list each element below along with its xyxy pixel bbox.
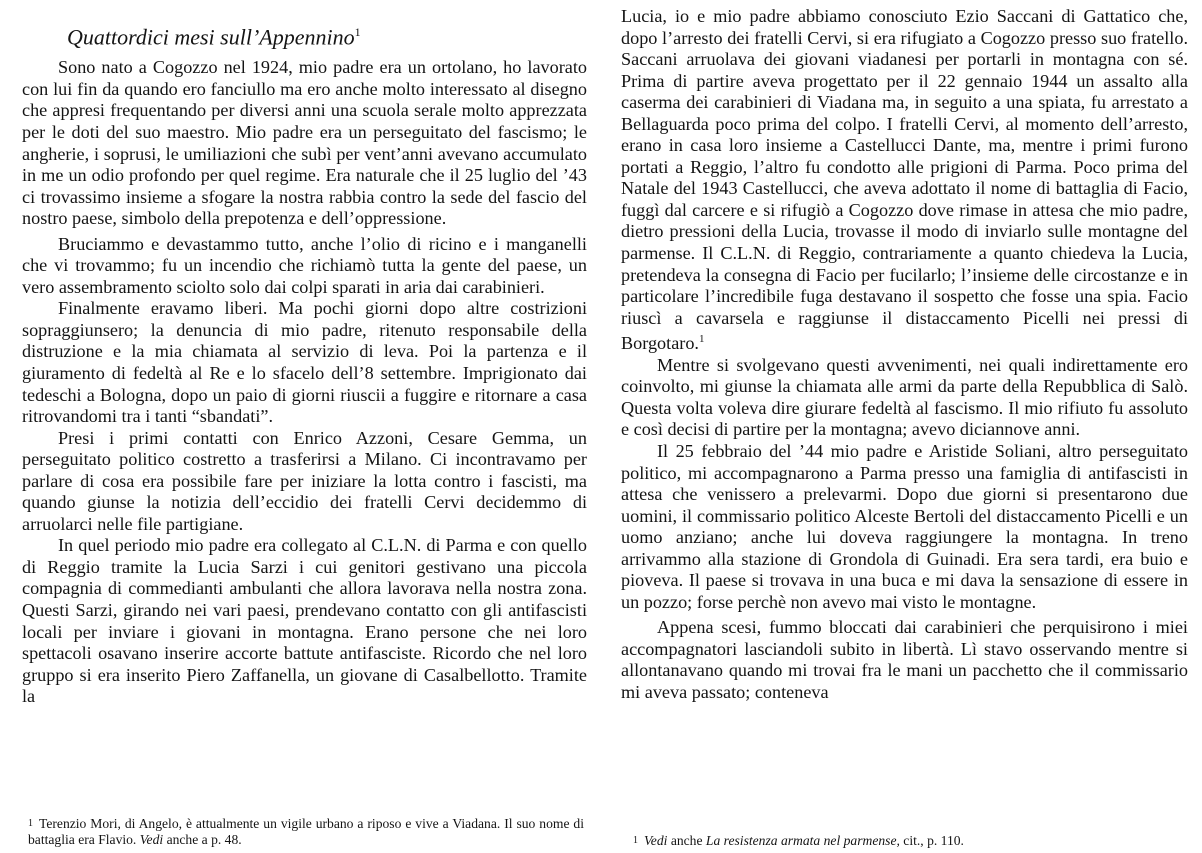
footnote-vedi: Vedi bbox=[644, 833, 668, 848]
paragraph: Mentre si svolgevano questi avvenimenti, nei quali indirettamente ero coinvolto, mi giunse la chiamata alle armi da parte della Repubblica di Salò. Questa volta voleva dire giurare fedeltà al fascismo. Il mio rifiuto fu assoluto e così decisi di partire per la montagna; avevo diciannove anni. bbox=[621, 354, 1188, 440]
paragraph: Il 25 febbraio del ’44 mio padre e Aristide Soliani, altro perseguitato politico, mi accompagnarono a Parma presso una famiglia di antifascisti in attesa che venissero a prelevarmi. Dopo due giorni si presentarono due uomini, il commissario politico Alceste Bertoli del distaccamento Picelli e un uomo anziano; anche lui doveva raggiungere la montagna. In treno arrivammo alla stazione di Grondola di Guinadi. Era sera tardi, era buio e pioveva. Il paese si trovava in una buca e mi dava la sensazione di essere in un pozzo; forse perchè non avevo mai visto le montagne. bbox=[621, 441, 1188, 612]
footnote-vedi: Vedi bbox=[139, 832, 164, 847]
footnote-book-title: La resistenza armata nel parmense, bbox=[705, 833, 900, 848]
paragraph: Appena scesi, fummo bloccati dai carabinieri che perquisirono i miei accompagnatori lasciandoli subito in libertà. Lì stavo osservando mentre si allontanavano quando mi trovai fra le mani un pacchetto che il commissario mi aveva passato; conteneva bbox=[621, 617, 1188, 703]
footnote-mark: 1 bbox=[28, 818, 33, 829]
left-body bbox=[22, 57, 587, 707]
left-footnote bbox=[28, 816, 584, 848]
paragraph: Presi i primi contatti con Enrico Azzoni, Cesare Gemma, un perseguitato politico costretto a trasferirsi a Milano. Ci incontravamo per parlare di cosa era possibile fare per iniziare la lotta contro i fascisti, ma quando giunse la notizia dell’eccidio dei fratelli Cervi decidemmo di arruolarci nelle file partigiane. bbox=[22, 427, 587, 534]
right-footnote bbox=[633, 833, 1173, 849]
chapter-title-text: Quattordici mesi sull’Appennino bbox=[67, 24, 355, 50]
footnote-mark: 1 bbox=[633, 835, 638, 846]
footnote-text-end: anche a p. 48. bbox=[166, 832, 242, 847]
title-footnote-ref: 1 bbox=[354, 25, 361, 39]
paragraph-footnote-ref: 1 bbox=[698, 333, 705, 346]
paragraph: Bruciammo e devastammo tutto, anche l’olio di ricino e i manganelli che vi trovammo; fu un incendio che richiamò tutta la gente del paese, un vero assembramento sciolto solo dai colpi sparati in aria dai carabinieri. bbox=[22, 233, 587, 297]
footnote-text: Terenzio Mori, di Angelo, è attualmente un vigile urbano a riposo e vive a Viadana. Il suo nome di battaglia era Flavio. bbox=[28, 816, 584, 847]
right-body bbox=[621, 6, 1188, 704]
paragraph: In quel periodo mio padre era collegato al C.L.N. di Parma e con quello di Reggio tramite la Lucia Sarzi i cui genitori gestivano una piccola compagnia di commedianti ambulanti che allora lavorava nella nostra zona. Questi Sarzi, girando nei vari paesi, prendevano contatto con gli antifascisti locali per inviare i giovani in montagna. Erano persone che nei loro spettacoli osavano inserire accorte battute antifasciste. Ricordo che nel loro gruppo si era inserito Piero Zaffanella, un giovane di Casalbellotto. Tramite la bbox=[22, 535, 587, 707]
paragraph: Finalmente eravamo liberi. Ma pochi giorni dopo altre costrizioni sopraggiunsero; la denuncia di mio padre, ritenuto responsabile della distruzione e la mia chiamata al servizio di leva. Poi la partenza e il giuramento di fedeltà al Re e lo sfacelo dell’8 settembre. Imprigionato dai tedeschi a Bologna, dopo un paio di giorni riuscii a fuggire e ritornare a casa ritrovandomi tra i tanti “sbandati”. bbox=[22, 298, 587, 427]
paragraph-continued bbox=[621, 6, 1188, 355]
right-page bbox=[621, 6, 1188, 704]
paragraph: Sono nato a Cogozzo nel 1924, mio padre era un ortolano, ho lavorato con lui fin da quando ero fanciullo ma ero anche molto interessato al disegno che appresi frequentando per diversi anni una scuola serale molto apprezzata per le doti del suo maestro. Mio padre era un perseguitato del fascismo; le angherie, i soprusi, le umiliazioni che subì per vent’anni avevano accumulato in me un odio profondo per quel regime. Era naturale che il 25 luglio del ’43 ci trovassimo insieme a sfogare la nostra rabbia contro la sede del fascio del nostro paese, simbolo della prepotenza e dell’oppressione. bbox=[22, 57, 587, 229]
paragraph-text: Lucia, io e mio padre abbiamo conosciuto Ezio Saccani di Gattatico che, dopo l’arresto dei fratelli Cervi, si era rifugiato a Cogozzo presso suo fratello. Saccani arruolava dei giovani viadanesi per portarli in montagna con sé. Prima di partire aveva progettato per il 22 gennaio 1944 un assalto alla caserma dei carabinieri di Viadana ma, in seguito a una spiata, fu arrestato a Bellaguarda poco prima del colpo. I fratelli Cervi, al momento dell’arresto, erano in casa loro insieme a Castellucci Dante, ma, mentre i primi furono portati a Reggio, l’altro fu condotto alle prigioni di Parma. Poco prima del Natale del 1943 Castellucci, che aveva adottato il nome di battaglia di Facio, fuggì dal carcere e si rifugiò a Cogozzo dove rimase in attesa che mio padre, dietro pressioni della Lucia, trovasse il modo di inviarlo sulle montagne del parmense. Il C.L.N. di Reggio, contrariamente a quanto chiedeva la Lucia, pretendeva la consegna di Facio per fucilarlo; l’insieme delle circostanze e in particolare l’incredibile fuga destavano il sospetto che fosse una spia. Facio riuscì a cavarsela e raggiunse il distaccamento Picelli nei pressi di Borgotaro. bbox=[621, 6, 1188, 354]
footnote-text-end: cit., p. 110. bbox=[903, 833, 964, 848]
footnote-text: anche bbox=[670, 833, 703, 848]
left-page bbox=[22, 6, 587, 708]
chapter-title bbox=[67, 18, 587, 51]
